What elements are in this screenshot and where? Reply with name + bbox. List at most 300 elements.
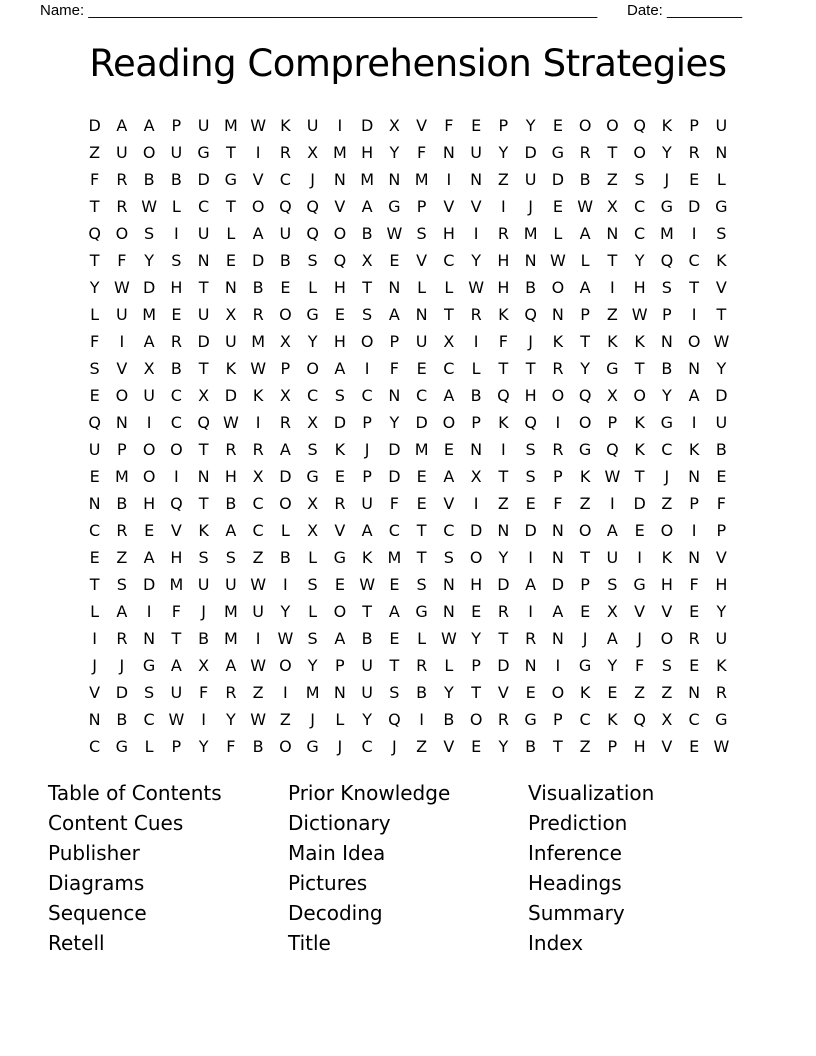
grid-letter: W [631,305,648,324]
grid-letter: R [279,143,291,162]
grid-letter: S [307,629,318,648]
grid-letter: O [578,116,592,135]
grid-letter: T [716,305,727,324]
grid-letter: N [606,224,619,243]
grid-letter: C [688,710,700,729]
grid-letter: R [715,683,727,702]
grid-letter: T [416,548,427,567]
grid-letter: P [689,494,699,513]
grid-letter: B [361,224,373,243]
grid-letter: I [610,278,615,297]
grid-letter: U [143,386,155,405]
grid-letter: H [497,251,510,270]
word-list-column [528,779,763,958]
grid-letter: K [661,548,673,567]
grid-letter: G [633,575,646,594]
grid-letter: E [89,386,100,405]
grid-letter: Q [306,224,319,243]
grid-letter: N [551,521,564,540]
grid-letter: X [198,656,210,675]
grid-letter: D [279,467,292,486]
grid-letter: C [443,521,455,540]
grid-letter: U [116,143,128,162]
grid-letter: N [224,278,237,297]
grid-letter: K [552,332,564,351]
grid-letter: Y [307,656,318,675]
grid-letter: Y [389,143,400,162]
grid-letter: R [688,629,700,648]
grid-letter: K [498,305,509,324]
grid-letter: R [225,683,237,702]
grid-letter: Z [416,737,428,756]
grid-letter: N [688,683,701,702]
grid-letter: K [716,251,727,270]
grid-letter: K [361,548,373,567]
grid-letter: U [715,413,728,432]
grid-letter: G [551,143,565,162]
grid-letter: W [250,656,267,675]
grid-letter: U [88,440,101,459]
grid-letter: X [307,521,319,540]
grid-letter: F [498,332,508,351]
page-title: Reading Comprehension Strategies [89,42,727,85]
grid-letter: Z [606,170,618,189]
grid-letter: D [415,413,428,432]
grid-letter: P [117,440,127,459]
grid-letter: S [307,251,318,270]
grid-letter: V [334,197,346,216]
grid-letter: R [470,305,482,324]
grid-letter: R [116,197,128,216]
grid-letter: I [364,359,370,378]
grid-letter: D [715,386,728,405]
grid-letter: A [525,575,537,594]
grid-letter: A [334,629,346,648]
grid-letter: W [549,251,566,270]
grid-letter: N [715,143,728,162]
grid-letter: R [334,494,346,513]
grid-letter: O [606,116,619,135]
grid-letter: H [497,278,510,297]
grid-letter: P [171,737,182,756]
grid-letter: H [333,278,346,297]
grid-letter: D [251,251,265,270]
grid-letter: V [715,278,727,297]
grid-letter: G [333,548,347,567]
grid-letter: I [283,683,288,702]
grid-letter: N [333,683,346,702]
grid-letter: N [442,602,455,621]
grid-letter: J [637,629,642,648]
grid-letter: T [634,359,645,378]
grid-letter: Y [471,251,482,270]
grid-letter: I [637,548,642,567]
name-label: Name: [40,2,85,19]
grid-letter: N [197,467,210,486]
grid-letter: D [551,575,565,594]
grid-letter: R [525,629,537,648]
grid-letter: O [115,224,129,243]
grid-letter: W [468,278,485,297]
grid-letter: A [116,602,128,621]
grid-letter: C [307,386,319,405]
grid-letter: O [142,440,156,459]
grid-letter: N [551,548,564,567]
grid-letter: K [634,413,645,432]
grid-letter: U [279,224,292,243]
grid-letter: V [416,251,428,270]
grid-letter: S [389,683,400,702]
grid-letter: R [497,224,509,243]
grid-letter: L [444,656,454,675]
grid-letter: V [89,683,101,702]
grid-letter: Y [89,278,100,297]
grid-letter: J [310,710,315,729]
grid-letter: Z [579,737,591,756]
grid-letter: L [308,278,318,297]
grid-letter: M [659,224,674,243]
grid-letter: O [142,467,156,486]
grid-letter: X [443,332,455,351]
word-list-item: Publisher [48,840,140,865]
grid-letter: S [661,278,672,297]
grid-letter: N [388,278,401,297]
word-list-item: Title [288,930,331,955]
grid-letter: P [689,116,699,135]
grid-letter: S [225,548,236,567]
grid-letter: W [168,710,185,729]
grid-letter: V [443,197,455,216]
grid-letter: O [360,332,374,351]
grid-letter: Q [633,710,646,729]
grid-letter: E [334,575,345,594]
grid-letter: F [553,494,563,513]
grid-letter: R [688,143,700,162]
grid-letter: D [497,575,510,594]
grid-letter: I [691,521,697,540]
grid-letter: R [116,521,128,540]
grid-letter: W [440,629,457,648]
grid-letter: G [578,656,592,675]
grid-letter: Q [524,413,537,432]
grid-letter: W [141,197,158,216]
grid-letter: M [223,602,238,621]
grid-letter: L [553,224,563,243]
grid-letter: M [332,143,347,162]
grid-letter: J [337,737,343,756]
grid-letter: E [443,440,454,459]
grid-letter: A [170,656,182,675]
grid-letter: S [89,359,100,378]
grid-letter: E [471,737,482,756]
grid-letter: D [88,116,101,135]
grid-letter: E [580,602,591,621]
grid-letter: Z [279,710,291,729]
grid-letter: A [252,224,264,243]
grid-letter: X [606,602,618,621]
grid-letter: H [333,332,346,351]
grid-letter: T [552,737,563,756]
grid-letter: C [89,521,101,540]
grid-letter: Y [225,710,236,729]
grid-letter: Y [580,359,591,378]
word-list-item: Headings [528,870,622,895]
grid-letter: K [498,413,509,432]
grid-letter: D [687,197,701,216]
grid-letter: K [607,332,618,351]
grid-letter: D [524,143,537,162]
grid-letter: U [197,305,210,324]
grid-letter: R [170,332,182,351]
word-list-item: Table of Contents [48,781,222,805]
grid-letter: E [416,359,427,378]
grid-letter: N [688,467,701,486]
grid-letter: S [416,575,427,594]
grid-letter: F [417,143,427,162]
grid-letter: Z [634,683,646,702]
grid-letter: G [715,197,728,216]
grid-letter: Y [607,656,618,675]
grid-letter: I [174,467,179,486]
grid-letter: A [225,521,237,540]
grid-letter: K [280,116,291,135]
grid-letter: R [116,629,128,648]
grid-letter: L [580,251,590,270]
grid-letter: W [359,575,376,594]
grid-letter: T [89,251,100,270]
grid-letter: I [174,224,179,243]
grid-letter: P [389,332,400,351]
grid-letter: I [691,224,697,243]
grid-letter: L [280,521,290,540]
grid-letter: J [582,629,588,648]
grid-letter: G [415,602,428,621]
grid-letter: H [170,548,183,567]
grid-letter: W [250,116,267,135]
grid-letter: Z [579,494,591,513]
grid-letter: Q [333,251,347,270]
grid-letter: A [606,629,618,648]
grid-letter: J [664,170,670,189]
grid-letter: A [143,116,155,135]
grid-letter: A [143,548,155,567]
grid-letter: R [416,656,428,675]
grid-letter: D [224,386,238,405]
grid-letter: C [252,521,264,540]
grid-letter: N [197,251,210,270]
grid-letter: X [143,359,155,378]
grid-letter: B [715,440,727,459]
grid-letter: Y [198,737,209,756]
grid-letter: I [501,440,506,459]
grid-letter: X [470,467,482,486]
word-list-item: Sequence [48,900,147,925]
grid-letter: G [715,710,728,729]
grid-letter: A [552,602,564,621]
grid-letter: Y [443,683,454,702]
grid-letter: K [661,116,673,135]
grid-letter: M [223,116,238,135]
grid-letter: B [579,170,591,189]
grid-letter: S [307,440,318,459]
grid-letter: H [524,386,537,405]
grid-letter: O [142,143,156,162]
grid-letter: S [362,305,373,324]
grid-letter: K [225,359,237,378]
grid-letter: U [361,683,373,702]
grid-letter: U [197,116,210,135]
grid-letter: E [525,683,536,702]
grid-letter: M [387,548,402,567]
grid-letter: P [553,467,563,486]
grid-letter: N [470,170,483,189]
grid-letter: N [333,170,346,189]
grid-letter: U [197,575,210,594]
grid-letter: T [89,197,100,216]
word-list-item: Prior Knowledge [288,781,451,805]
grid-letter: U [606,548,619,567]
grid-letter: Z [661,683,673,702]
grid-letter: N [660,332,673,351]
grid-letter: N [524,656,537,675]
grid-letter: Y [661,143,672,162]
grid-letter: X [279,386,291,405]
grid-letter: N [688,548,701,567]
grid-letter: L [716,170,726,189]
grid-letter: R [252,305,264,324]
grid-letter: E [389,629,400,648]
grid-letter: G [306,467,319,486]
grid-letter: O [551,278,565,297]
grid-letter: H [361,143,374,162]
grid-letter: E [689,737,700,756]
grid-letter: L [171,197,181,216]
grid-letter: K [634,440,645,459]
grid-letter: Q [388,710,401,729]
word-list-item: Dictionary [288,810,391,835]
grid-letter: T [498,629,509,648]
grid-letter: N [388,170,401,189]
grid-letter: R [116,170,128,189]
grid-letter: V [416,116,428,135]
grid-letter: N [470,440,483,459]
grid-letter: E [689,602,700,621]
grid-letter: Z [497,494,509,513]
grid-letter: H [442,224,455,243]
grid-letter: I [555,656,561,675]
grid-letter: C [388,521,400,540]
grid-letter: T [607,251,618,270]
grid-letter: B [361,629,373,648]
grid-letter: S [525,467,536,486]
grid-letter: G [524,710,537,729]
grid-letter: Z [116,548,128,567]
grid-letter: W [222,413,239,432]
grid-letter: E [552,197,563,216]
grid-letter: H [633,278,646,297]
grid-letter: S [525,440,536,459]
grid-letter: Q [578,386,592,405]
grid-letter: D [197,170,210,189]
grid-letter: X [661,710,673,729]
grid-letter: T [389,656,400,675]
grid-letter: E [689,656,700,675]
grid-letter: F [389,494,399,513]
grid-letter: L [335,710,345,729]
grid-letter: Y [498,737,509,756]
word-list-item: Diagrams [48,870,145,895]
grid-letter: W [713,737,730,756]
grid-letter: P [580,305,590,324]
grid-letter: J [528,197,533,216]
grid-letter: G [660,413,674,432]
grid-letter: O [578,521,592,540]
grid-letter: R [225,440,237,459]
grid-letter: K [579,467,591,486]
grid-letter: I [691,413,697,432]
grid-letter: A [361,521,373,540]
grid-letter: R [497,710,509,729]
grid-letter: C [579,710,591,729]
grid-letter: I [119,332,125,351]
grid-letter: B [198,629,210,648]
grid-letter: M [305,683,320,702]
grid-letter: I [528,602,533,621]
grid-letter: H [143,494,156,513]
grid-letter: S [116,575,127,594]
grid-letter: U [170,683,183,702]
grid-letter: A [579,224,591,243]
grid-letter: P [553,710,563,729]
grid-letter: O [279,737,292,756]
grid-letter: T [580,548,591,567]
grid-letter: T [89,575,100,594]
grid-letter: E [607,683,618,702]
grid-letter: Y [498,548,509,567]
grid-letter: M [169,575,184,594]
grid-letter: O [633,386,646,405]
grid-letter: L [308,548,318,567]
grid-letter: I [92,629,97,648]
grid-letter: E [334,467,345,486]
grid-letter: K [334,440,346,459]
grid-letter: I [146,413,152,432]
grid-letter: S [334,386,345,405]
grid-letter: O [469,548,483,567]
grid-letter: T [443,305,454,324]
word-list-column [48,779,283,958]
grid-letter: C [170,413,182,432]
grid-letter: D [551,170,565,189]
grid-letter: J [664,467,670,486]
grid-letter: K [579,683,591,702]
grid-letter: T [198,278,209,297]
grid-letter: F [716,494,726,513]
grid-letter: P [471,413,481,432]
grid-letter: Z [252,683,264,702]
grid-letter: P [607,413,618,432]
grid-letter: F [226,737,236,756]
grid-letter: W [277,629,294,648]
grid-letter: I [146,602,152,621]
grid-letter: R [552,440,564,459]
grid-letter: N [415,305,428,324]
grid-letter: C [198,197,210,216]
grid-letter: A [388,305,400,324]
grid-letter: C [279,170,291,189]
grid-letter: Q [88,413,101,432]
grid-letter: W [604,467,621,486]
